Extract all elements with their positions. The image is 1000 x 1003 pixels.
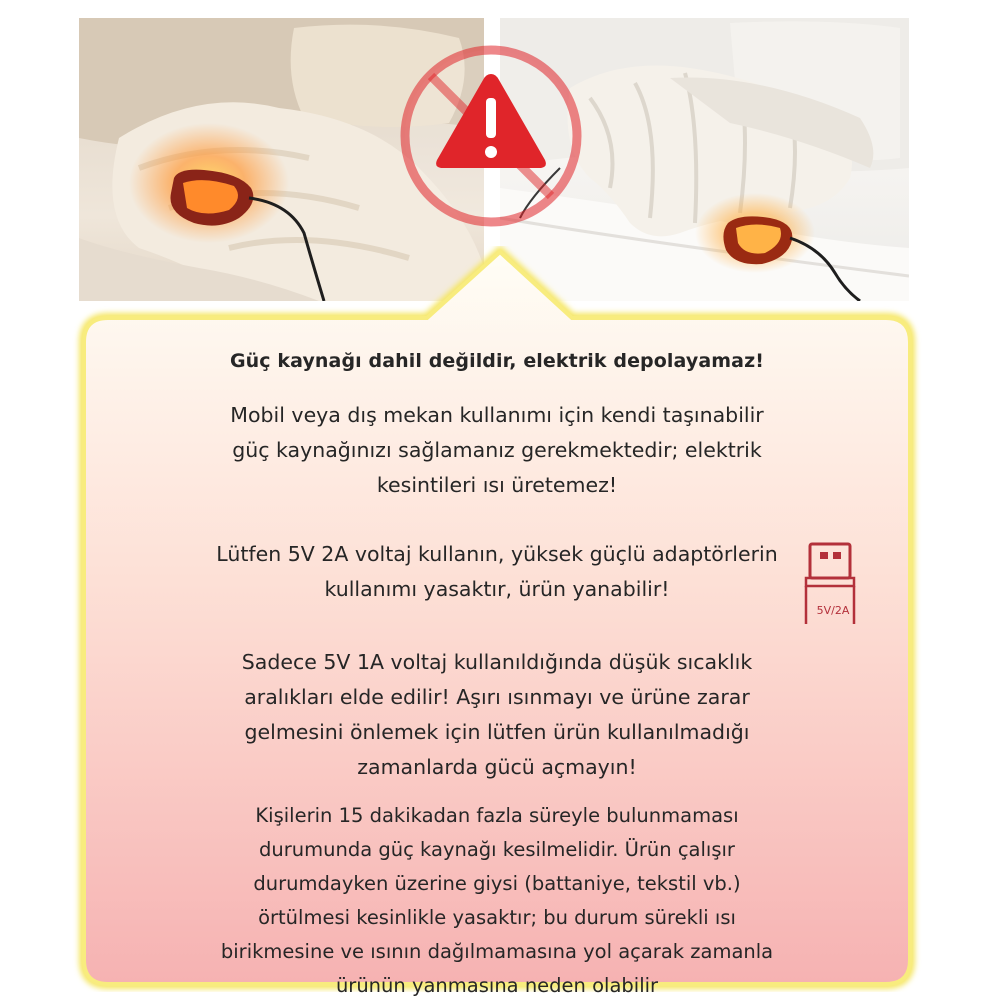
usb-voltage-label: 5V/2A — [816, 604, 850, 617]
notice-headline: Güç kaynağı dahil değildir, elektrik depolayamaz! — [229, 350, 765, 372]
notice-card — [72, 246, 922, 997]
notice-paragraph-covering-warning: Kişilerin 15 dakikadan fazla süreyle bulunmaması durumunda güç kaynağı kesilmelidir. Ürün çalışır durumdayken üzerine giysi (battaniye, tekstil vb.) örtülmesi kesinlikle yasaktır; bu durum sürekli ısı birikmesine ve ısının dağılmamasına yol açarak zamanla ürünün yanmasına neden olabilir — [220, 804, 774, 997]
warning-sign — [395, 40, 587, 232]
usb-badge — [800, 540, 866, 626]
notice-paragraph-voltage-5v-1a: Sadece 5V 1A voltaj kullanıldığında düşük sıcaklık aralıkları elde edilir! Aşırı ısınmayı ve ürüne zarar gelmesini önlemek için lütfen ürün kullanılmadığı zamanlarda gücü açmayın! — [241, 650, 753, 779]
notice-paragraph-portable-power: Mobil veya dış mekan kullanımı için kendi taşınabilir güç kaynağınızı sağlamanız gerekmektedir; elektrik kesintileri ısı üretemez! — [230, 403, 764, 497]
notice-paragraph-voltage-5v-2a: Lütfen 5V 2A voltaj kullanın, yüksek güçlü adaptörlerin kullanımı yasaktır, ürün yanabilir! — [216, 542, 778, 601]
